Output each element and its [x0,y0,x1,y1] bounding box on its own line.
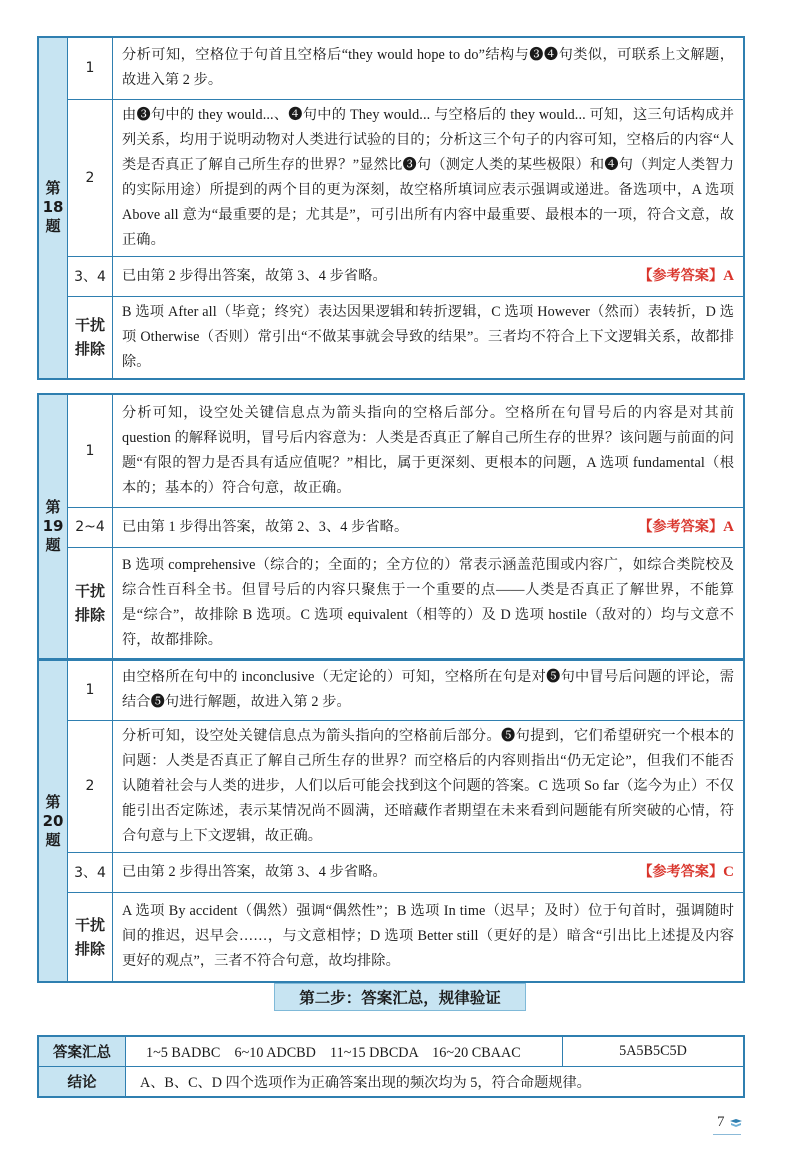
step-number: 3、4 [68,852,113,892]
distractor-explanation: A 选项 By accident（偶然）强调“偶然性”；B 选项 In time（迟早；及时）位于句首时，强调随时间的推迟，迟早会……，与文意相悖；D 选项 Better still（更好的是）暗含“引出比上述提及内容更好的观点”，三者不符合句意，故均排除。 [113,892,745,982]
question-20-table [37,659,745,983]
step-explanation: 已由第 1 步得出答案，故第 2、3、4 步省略。 [122,518,409,535]
question-19-label: 第 19 题 [38,394,68,659]
question-19-table [37,393,745,660]
step-explanation: 分析可知，空格位于句首且空格后“they would hope to do”结构与❸❹句类似，可联系上文解题，故进入第 2 步。 [113,37,745,99]
conclusion-label: 结论 [38,1067,126,1098]
summary-label: 答案汇总 [38,1036,126,1067]
summary-answers: 1~5 BADBC 6~10 ADCBD 11~15 DBCDA 16~20 CBAAC [126,1036,563,1067]
step-explanation-row [113,507,745,547]
reference-answer: 【参考答案】C [638,863,734,880]
answer-summary-table [37,1035,745,1098]
step-explanation-row [113,852,745,892]
step-two-heading: 第二步：答案汇总，规律验证 [274,983,526,1011]
step-number: 2 [68,99,113,256]
reference-answer: 【参考答案】A [638,518,734,535]
conclusion-text: A、B、C、D 四个选项作为正确答案出现的频次均为 5，符合命题规律。 [126,1067,745,1098]
page-number-underline [713,1134,741,1135]
step-number: 1 [68,394,113,507]
step-number: 1 [68,660,113,720]
step-explanation: 已由第 2 步得出答案，故第 3、4 步省略。 [122,267,387,284]
step-explanation: 由空格所在句中的 inconclusive（无定论的）可知，空格所在句是对❺句中冒号后问题的评论，需结合❺句进行解题，故进入第 2 步。 [113,660,745,720]
distractor-label: 干扰 排除 [68,892,113,982]
distractor-label: 干扰 排除 [68,296,113,379]
question-18-table [37,36,745,380]
step-number: 2~4 [68,507,113,547]
step-explanation: 分析可知，设空处关键信息点为箭头指向的空格前后部分。❺句提到，它们希望研究一个根本的问题：人类是否真正了解自己所生存的世界？而空格后的内容则指出“仍无定论”，但我们不能否认随着社会与人类的进步，人们以后可能会找到这个问题的答案。C 选项 So far（迄今为止）不仅能引出否定陈述，表示某情况尚不圆满，还暗藏作者期望在未来看到问题能有所突破的心情，符合句意与上下文逻辑，故正确。 [113,720,745,852]
step-number: 2 [68,720,113,852]
page-number: 7 [717,1114,725,1130]
distractor-label: 干扰 排除 [68,547,113,659]
step-explanation: 由❸句中的 they would...、❹句中的 They would... 与空格后的 they would... 可知，这三句话构成并列关系，均用于说明动物对人类进行试验的目的；分析这三个句子的内容可知，空格后的内容“人类是否真正了解自己所生存的世界？”显然比❸句（测定人类的某些极限）和❹句（判定人类智力的实际用途）所提到的两个目的更为深刻，故空格所填词应表示强调或递进。备选项中，A 选项 Above all 意为“最重要的是；尤其是”，可引出所有内容中最重要、最根本的一项，符合文意，故正确。 [113,99,745,256]
question-20-label: 第 20 题 [38,660,68,982]
step-number: 1 [68,37,113,99]
step-explanation-row [113,256,745,296]
distractor-explanation: B 选项 comprehensive（综合的；全面的；全方位的）常表示涵盖范围或内容广，如综合类院校及综合性百科全书。但冒号后的内容只聚焦于一个重要的点——人类是否真正了解世界，不能算是“综合”，故排除 B 选项。C 选项 equivalent（相等的）及 D 选项 hostile（敌对的）均与文意不符，故都排除。 [113,547,745,659]
book-icon [729,1118,743,1128]
step-explanation: 分析可知，设空处关键信息点为箭头指向的空格后部分。空格所在句冒号后的内容是对其前 question 的解释说明，冒号后内容意为：人类是否真正了解自己所生存的世界？该问题与前面的问题“有限的智力是否具有适应值呢？”相比，属于更深刻、更根本的问题，A 选项 fundamental（根本的；基本的）符合句意，故正确。 [113,394,745,507]
summary-counts: 5A5B5C5D [563,1036,745,1067]
reference-answer: 【参考答案】A [638,267,734,284]
page-number-area [717,1114,743,1131]
question-18-label: 第 18 题 [38,37,68,379]
distractor-explanation: B 选项 After all（毕竟；终究）表达因果逻辑和转折逻辑，C 选项 However（然而）表转折，D 选项 Otherwise（否则）常引出“不做某事就会导致的结果”。三者均不符合上下文逻辑关系，故都排除。 [113,296,745,379]
step-explanation: 已由第 2 步得出答案，故第 3、4 步省略。 [122,863,387,880]
step-number: 3、4 [68,256,113,296]
